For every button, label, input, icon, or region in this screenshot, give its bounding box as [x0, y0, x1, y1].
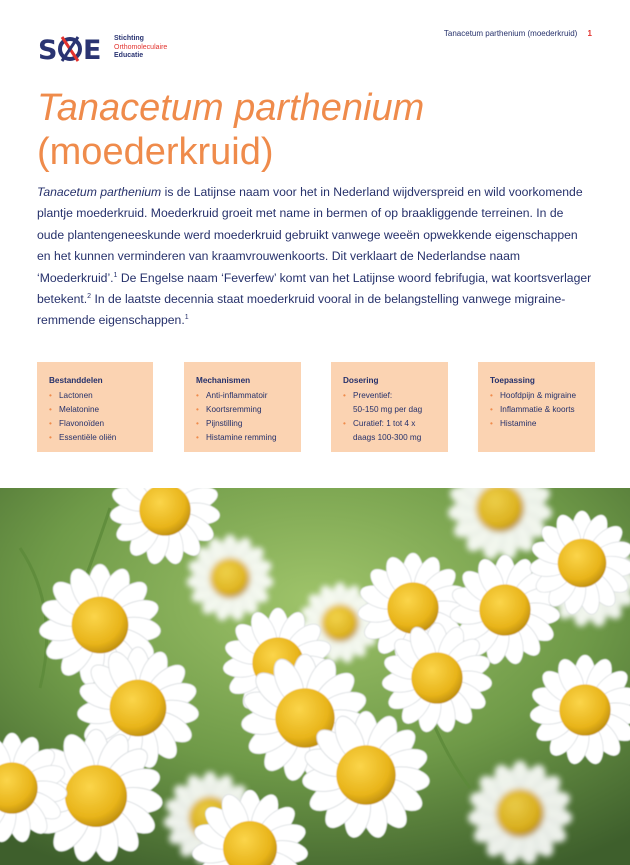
- info-box-title: Dosering: [343, 376, 379, 385]
- logo-wordmark: [114, 35, 167, 61]
- list-item: • Preventief: 50-150 mg per dag: [343, 391, 423, 414]
- footnote-ref-3: 1: [184, 314, 189, 322]
- svg-text:E: E: [83, 35, 102, 64]
- bullet-icon: •: [343, 391, 346, 400]
- info-box-toepassing: [478, 362, 595, 452]
- page-number: 1: [587, 29, 592, 38]
- info-box-dosering: [331, 362, 448, 452]
- bullet-icon: •: [49, 391, 52, 400]
- bullet-icon: •: [490, 419, 493, 428]
- running-header: [444, 29, 592, 38]
- footnote-ref-2: 2: [87, 293, 92, 301]
- info-box-list: [196, 389, 289, 445]
- info-box-title: Mechanismen: [196, 376, 251, 385]
- list-item: • Melatonine: [49, 403, 141, 417]
- running-title: Tanacetum parthenium (moederkruid): [443, 29, 578, 38]
- list-item: • Essentiële oliën: [49, 431, 141, 445]
- list-item: • Histamine remming: [196, 431, 289, 445]
- list-item: • Inflammatie & koorts: [490, 403, 583, 417]
- list-item: • Koortsremming: [196, 403, 289, 417]
- feverfew-flowers-photo: [0, 488, 630, 865]
- logo-graphic-icon: [38, 32, 108, 64]
- page-title: [37, 86, 424, 174]
- bullet-icon: •: [490, 405, 493, 414]
- logo-line-2: Orthomoleculaire: [114, 43, 168, 51]
- logo-mark: [38, 32, 108, 64]
- list-item: • Curatief: 1 tot 4 x daags 100-300 mg: [343, 419, 422, 442]
- intro-text-1: is de Latijnse naam voor het in Nederland wijdverspreid en wild voorkomende plantje moederkruid. Moederkruid groeit met name in bermen of op braakliggende terreinen. In de oude plantengeneeskunde werd moederkruid gebruikt vanwege weeën opwekkende eigenschappen en het kunnen verminderen van kraamvrouwenkoorts. Dit verklaart de Nederlandse naam ‘Moederkruid’.: [37, 185, 583, 285]
- info-box-list: [490, 389, 583, 431]
- info-box-bestanddelen: [37, 362, 153, 452]
- info-box-title: Toepassing: [490, 376, 535, 385]
- bullet-icon: •: [49, 405, 52, 414]
- bullet-icon: •: [196, 391, 199, 400]
- bullet-icon: •: [196, 433, 199, 442]
- info-box-list: [343, 389, 436, 445]
- list-item: • Lactonen: [49, 389, 141, 403]
- bullet-icon: •: [49, 419, 52, 428]
- svg-text:S: S: [38, 35, 58, 64]
- intro-paragraph: [37, 182, 593, 332]
- info-box-title: Bestanddelen: [49, 376, 103, 385]
- list-item: • Histamine: [490, 417, 583, 431]
- intro-text-2: De Engelse naam ‘Feverfew’ komt van het Latijnse woord febrifugia, wat koortsverlager betekent.: [37, 270, 592, 307]
- bullet-icon: •: [196, 419, 199, 428]
- bullet-icon: •: [49, 433, 52, 442]
- list-item: • Hoofdpijn & migraine: [490, 389, 583, 403]
- list-item: • Flavonoïden: [49, 417, 141, 431]
- logo-line-3: Educatie: [114, 52, 144, 60]
- intro-latin-name: Tanacetum parthenium: [37, 185, 162, 199]
- logo-line-1: Stichting: [114, 35, 144, 43]
- title-common: (moederkruid): [37, 131, 274, 173]
- bullet-icon: •: [490, 391, 493, 400]
- list-item: • Anti-inflammatoir: [196, 389, 289, 403]
- bullet-icon: •: [196, 405, 199, 414]
- flower-image: [0, 488, 630, 865]
- list-item: • Pijnstilling: [196, 417, 289, 431]
- title-latin: Tanacetum parthenium: [37, 87, 425, 129]
- bullet-icon: •: [343, 419, 346, 428]
- footnote-ref-1: 1: [113, 271, 118, 279]
- info-box-list: [49, 389, 141, 445]
- soe-logo: [38, 32, 167, 64]
- intro-text-3: In de laatste decennia staat moederkruid vooral in de belangstelling vanwege migraine-remmende eigenschappen.: [37, 292, 566, 328]
- info-box-mechanismen: [184, 362, 301, 452]
